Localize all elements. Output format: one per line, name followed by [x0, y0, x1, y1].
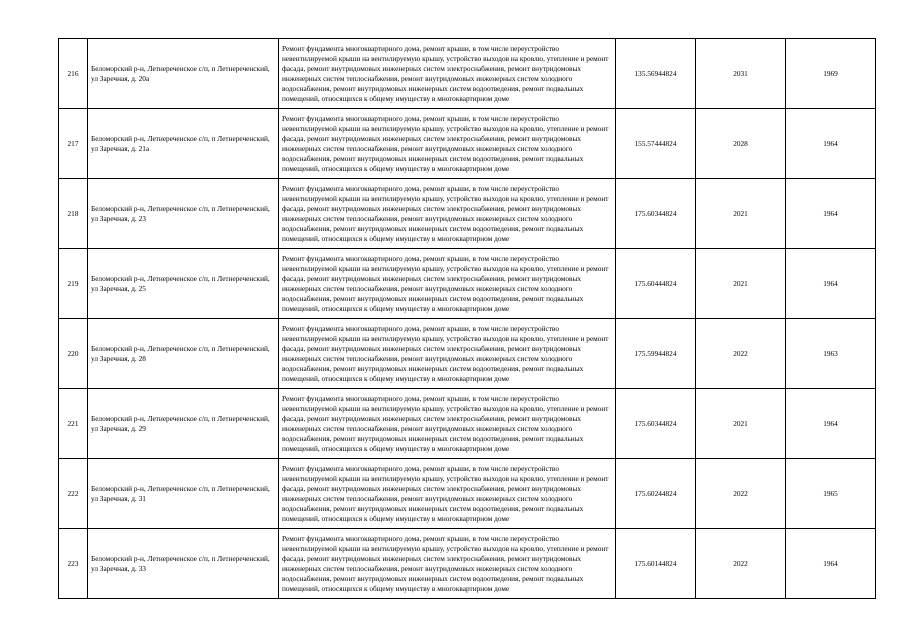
address-cell: Беломорский р-н, Летнереченское с/п, п Летнереченский, ул Заречная, д. 33	[88, 529, 279, 599]
address-cell: Беломорский р-н, Летнереченское с/п, п Летнереченский, ул Заречная, д. 28	[88, 319, 279, 389]
row-number: 221	[59, 389, 88, 459]
address-cell: Беломорский р-н, Летнереченское с/п, п Летнереченский, ул Заречная, д. 25	[88, 249, 279, 319]
row-number: 223	[59, 529, 88, 599]
table-row	[59, 529, 876, 599]
cost-cell: 175.60444824	[616, 249, 696, 319]
table-row	[59, 459, 876, 529]
row-number: 222	[59, 459, 88, 529]
cost-cell: 155.57444824	[616, 109, 696, 179]
planned-year-cell: 2031	[696, 39, 786, 109]
works-cell: Ремонт фундамента многоквартирного дома, ремонт крыши, в том числе переустройство невентилируемой крыши на вентилируемую крышу, устройство выходов на кровлю, утепление и ремонт фасада, ремонт внутридомовых инженерных систем электроснабжения, ремонт внутридомовых инженерных систем теплоснабжения, ремонт внутридомовых инженерных систем холодного водоснабжения, ремонт внутридомовых инженерных систем водоотведения, ремонт подвальных помещений, относящихся к общему имуществу в многоквартирном доме	[279, 249, 616, 319]
works-cell: Ремонт фундамента многоквартирного дома, ремонт крыши, в том числе переустройство невентилируемой крыши на вентилируемую крышу, устройство выходов на кровлю, утепление и ремонт фасада, ремонт внутридомовых инженерных систем электроснабжения, ремонт внутридомовых инженерных систем теплоснабжения, ремонт внутридомовых инженерных систем холодного водоснабжения, ремонт внутридомовых инженерных систем водоотведения, ремонт подвальных помещений, относящихся к общему имуществу в многоквартирном доме	[279, 179, 616, 249]
cost-cell: 175.60144824	[616, 529, 696, 599]
table-row	[59, 319, 876, 389]
address-cell: Беломорский р-н, Летнереченское с/п, п Летнереченский, ул Заречная, д. 23	[88, 179, 279, 249]
registry-table	[58, 38, 876, 599]
planned-year-cell: 2021	[696, 249, 786, 319]
works-cell: Ремонт фундамента многоквартирного дома, ремонт крыши, в том числе переустройство невентилируемой крыши на вентилируемую крышу, устройство выходов на кровлю, утепление и ремонт фасада, ремонт внутридомовых инженерных систем электроснабжения, ремонт внутридомовых инженерных систем теплоснабжения, ремонт внутридомовых инженерных систем холодного водоснабжения, ремонт внутридомовых инженерных систем водоотведения, ремонт подвальных помещений, относящихся к общему имуществу в многоквартирном доме	[279, 389, 616, 459]
cost-cell: 175.60244824	[616, 459, 696, 529]
build-year-cell: 1969	[786, 39, 876, 109]
works-cell: Ремонт фундамента многоквартирного дома, ремонт крыши, в том числе переустройство невентилируемой крыши на вентилируемую крышу, устройство выходов на кровлю, утепление и ремонт фасада, ремонт внутридомовых инженерных систем электроснабжения, ремонт внутридомовых инженерных систем теплоснабжения, ремонт внутридомовых инженерных систем холодного водоснабжения, ремонт внутридомовых инженерных систем водоотведения, ремонт подвальных помещений, относящихся к общему имуществу в многоквартирном доме	[279, 109, 616, 179]
build-year-cell: 1964	[786, 179, 876, 249]
cost-cell: 175.60344824	[616, 179, 696, 249]
table-row	[59, 39, 876, 109]
row-number: 218	[59, 179, 88, 249]
address-cell: Беломорский р-н, Летнереченское с/п, п Летнереченский, ул Заречная, д. 31	[88, 459, 279, 529]
works-cell: Ремонт фундамента многоквартирного дома, ремонт крыши, в том числе переустройство невентилируемой крыши на вентилируемую крышу, устройство выходов на кровлю, утепление и ремонт фасада, ремонт внутридомовых инженерных систем электроснабжения, ремонт внутридомовых инженерных систем теплоснабжения, ремонт внутридомовых инженерных систем холодного водоснабжения, ремонт внутридомовых инженерных систем водоотведения, ремонт подвальных помещений, относящихся к общему имуществу в многоквартирном доме	[279, 319, 616, 389]
cost-cell: 175.59944824	[616, 319, 696, 389]
cost-cell: 175.60344824	[616, 389, 696, 459]
table-row	[59, 389, 876, 459]
cost-cell: 135.56944824	[616, 39, 696, 109]
works-cell: Ремонт фундамента многоквартирного дома, ремонт крыши, в том числе переустройство невентилируемой крыши на вентилируемую крышу, устройство выходов на кровлю, утепление и ремонт фасада, ремонт внутридомовых инженерных систем электроснабжения, ремонт внутридомовых инженерных систем теплоснабжения, ремонт внутридомовых инженерных систем холодного водоснабжения, ремонт внутридомовых инженерных систем водоотведения, ремонт подвальных помещений, относящихся к общему имуществу в многоквартирном доме	[279, 459, 616, 529]
table-row	[59, 109, 876, 179]
build-year-cell: 1964	[786, 389, 876, 459]
build-year-cell: 1964	[786, 529, 876, 599]
address-cell: Беломорский р-н, Летнереченское с/п, п Летнереченский, ул Заречная, д. 20а	[88, 39, 279, 109]
build-year-cell: 1964	[786, 249, 876, 319]
works-cell: Ремонт фундамента многоквартирного дома, ремонт крыши, в том числе переустройство невентилируемой крыши на вентилируемую крышу, устройство выходов на кровлю, утепление и ремонт фасада, ремонт внутридомовых инженерных систем электроснабжения, ремонт внутридомовых инженерных систем теплоснабжения, ремонт внутридомовых инженерных систем холодного водоснабжения, ремонт внутридомовых инженерных систем водоотведения, ремонт подвальных помещений, относящихся к общему имуществу в многоквартирном доме	[279, 529, 616, 599]
build-year-cell: 1963	[786, 319, 876, 389]
row-number: 220	[59, 319, 88, 389]
row-number: 219	[59, 249, 88, 319]
planned-year-cell: 2028	[696, 109, 786, 179]
works-cell: Ремонт фундамента многоквартирного дома, ремонт крыши, в том числе переустройство невентилируемой крыши на вентилируемую крышу, устройство выходов на кровлю, утепление и ремонт фасада, ремонт внутридомовых инженерных систем электроснабжения, ремонт внутридомовых инженерных систем теплоснабжения, ремонт внутридомовых инженерных систем холодного водоснабжения, ремонт внутридомовых инженерных систем водоотведения, ремонт подвальных помещений, относящихся к общему имуществу в многоквартирном доме	[279, 39, 616, 109]
address-cell: Беломорский р-н, Летнереченское с/п, п Летнереченский, ул Заречная, д. 21а	[88, 109, 279, 179]
planned-year-cell: 2021	[696, 389, 786, 459]
planned-year-cell: 2022	[696, 459, 786, 529]
planned-year-cell: 2021	[696, 179, 786, 249]
row-number: 216	[59, 39, 88, 109]
build-year-cell: 1964	[786, 109, 876, 179]
row-number: 217	[59, 109, 88, 179]
planned-year-cell: 2022	[696, 529, 786, 599]
build-year-cell: 1965	[786, 459, 876, 529]
address-cell: Беломорский р-н, Летнереченское с/п, п Летнереченский, ул Заречная, д. 29	[88, 389, 279, 459]
table-row	[59, 249, 876, 319]
table-row	[59, 179, 876, 249]
planned-year-cell: 2022	[696, 319, 786, 389]
